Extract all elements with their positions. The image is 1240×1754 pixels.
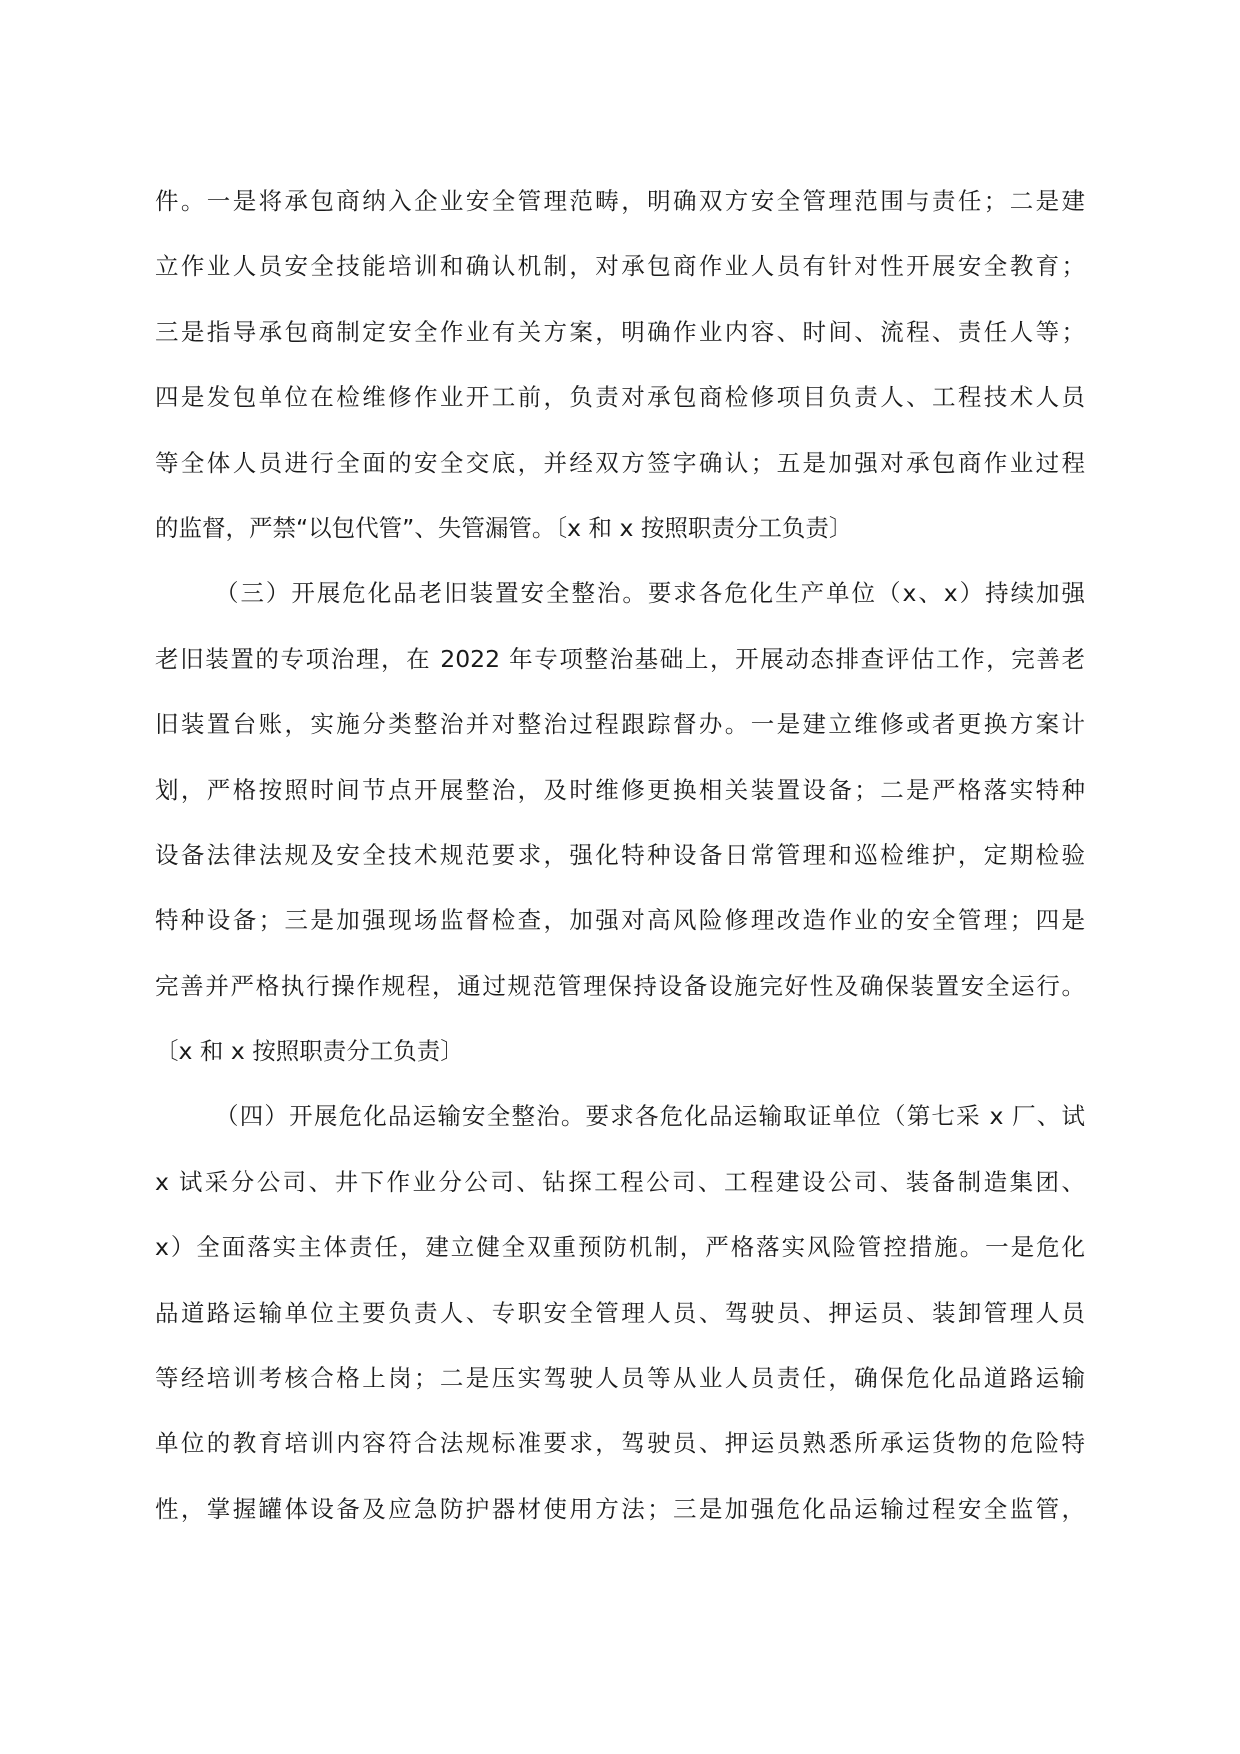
text-line: 四是发包单位在检维修作业开工前，负责对承包商检修项目负责人、工程技术人员 <box>155 383 1085 412</box>
text-line: 划，严格按照时间节点开展整治，及时维修更换相关装置设备；二是严格落实特种 <box>155 775 1085 804</box>
text-line: 设备法律法规及安全技术规范要求，强化特种设备日常管理和巡检维护，定期检验 <box>155 840 1085 869</box>
text-line: 旧装置台账，实施分类整治并对整治过程跟踪督办。一是建立维修或者更换方案计 <box>155 710 1085 739</box>
text-line: 老旧装置的专项治理，在 2022 年专项整治基础上，开展动态排查评估工作，完善老 <box>155 644 1085 673</box>
text-line: 立作业人员安全技能培训和确认机制，对承包商作业人员有针对性开展安全教育； <box>155 252 1085 281</box>
text-line: 完善并严格执行操作规程，通过规范管理保持设备设施完好性及确保装置安全运行。 <box>155 971 1085 1000</box>
text-line: 性，掌握罐体设备及应急防护器材使用方法；三是加强危化品运输过程安全监管， <box>155 1494 1085 1523</box>
text-line: 件。一是将承包商纳入企业安全管理范畴，明确双方安全管理范围与责任；二是建 <box>155 187 1085 215</box>
text-line: 品道路运输单位主要负责人、专职安全管理人员、驾驶员、押运员、装卸管理人员 <box>155 1298 1085 1327</box>
document-body <box>155 186 1085 1559</box>
text-line: x 试采分公司、井下作业分公司、钻探工程公司、工程建设公司、装备制造集团、 <box>155 1167 1085 1196</box>
text-line: 等经培训考核合格上岗；二是压实驾驶人员等从业人员责任，确保危化品道路运输 <box>155 1364 1085 1393</box>
text-line: 三是指导承包商制定安全作业有关方案，明确作业内容、时间、流程、责任人等； <box>155 317 1085 346</box>
text-line: 特种设备；三是加强现场监督检查，加强对高风险修理改造作业的安全管理；四是 <box>155 906 1085 935</box>
text-line: 单位的教育培训内容符合法规标准要求，驾驶员、押运员熟悉所承运货物的危险特 <box>155 1429 1085 1458</box>
section-heading-line: （四）开展危化品运输安全整治。要求各危化品运输取证单位（第七采 x 厂、试 <box>215 1102 1085 1131</box>
text-line: 〔x 和 x 按照职责分工负责〕 <box>155 1037 464 1066</box>
text-line: 等全体人员进行全面的安全交底，并经双方签字确认；五是加强对承包商作业过程 <box>155 448 1085 477</box>
text-line: x）全面落实主体责任，建立健全双重预防机制，严格落实风险管控措施。一是危化 <box>155 1233 1085 1262</box>
section-heading-line: （三）开展危化品老旧装置安全整治。要求各危化生产单位（x、x）持续加强 <box>215 579 1085 608</box>
text-line: 的监督，严禁“以包代管”、失管漏管。〔x 和 x 按照职责分工负责〕 <box>155 513 853 542</box>
